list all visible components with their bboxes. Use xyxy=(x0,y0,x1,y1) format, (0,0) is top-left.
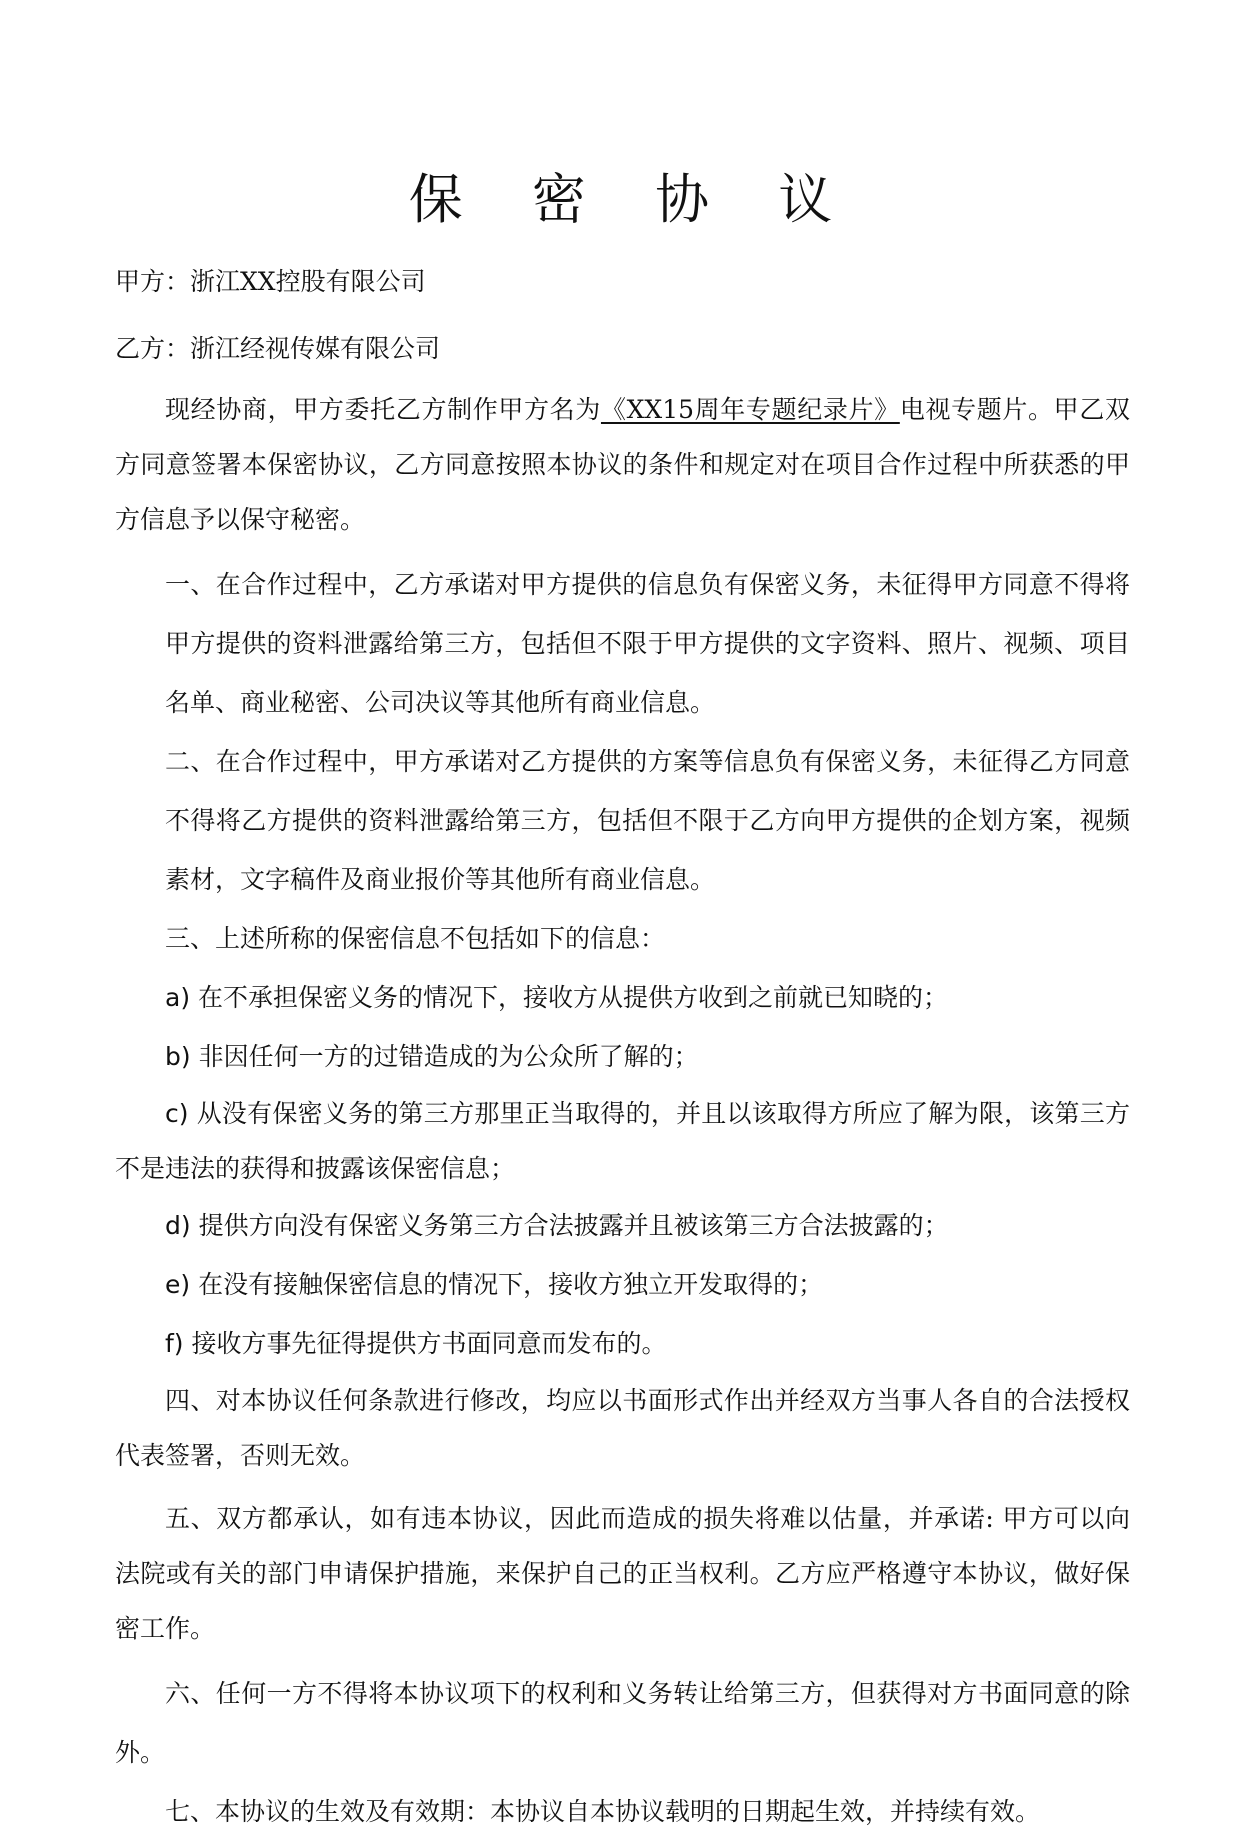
intro-after: 电视专题片。甲乙双方同意签署本保密协议，乙方同意按照本协议的条件和规定对在项目合作过程中所获悉的甲方信息予以保守秘密。 xyxy=(115,395,1130,534)
clause-7: 七、本协议的生效及有效期：本协议自本协议载明的日期起生效，并持续有效。 xyxy=(165,1797,1041,1826)
party-b-line: 乙方：浙江经视传媒有限公司 xyxy=(115,334,441,363)
list-marker: a) xyxy=(165,983,191,1012)
party-a-line: 甲方：浙江XX控股有限公司 xyxy=(115,267,426,296)
agreement-body xyxy=(115,382,1130,1841)
intro-before: 现经协商，甲方委托乙方制作甲方名为 xyxy=(165,395,601,424)
document-title: 保 密 协 议 xyxy=(408,168,859,231)
list-item-f xyxy=(115,1314,1130,1373)
clause-6: 六、任何一方不得将本协议项下的权利和义务转让给第三方，但获得对方书面同意的除外。 xyxy=(115,1679,1130,1767)
list-marker: c) xyxy=(165,1099,189,1128)
list-item-text: 从没有保密义务的第三方那里正当取得的，并且以该取得方所应了解为限，该第三方不是违法的获得和披露该保密信息； xyxy=(115,1099,1130,1183)
clause-1 xyxy=(115,555,1130,732)
list-item-text: 在没有接触保密信息的情况下，接收方独立开发取得的； xyxy=(198,1270,824,1299)
intro-paragraph xyxy=(115,382,1130,547)
list-item-b xyxy=(115,1027,1130,1086)
list-item-text: 接收方事先征得提供方书面同意而发布的。 xyxy=(191,1329,667,1358)
project-name: 《XX15周年专题纪录片》 xyxy=(600,395,900,424)
clause-2-text: 二、在合作过程中，甲方承诺对乙方提供的方案等信息负有保密义务，未征得乙方同意不得将乙方提供的资料泄露给第三方，包括但不限于乙方向甲方提供的企划方案，视频素材，文字稿件及商业报价等其他所有商业信息。 xyxy=(165,747,1130,894)
list-marker: b) xyxy=(165,1042,191,1071)
list-item-c xyxy=(115,1086,1130,1196)
list-marker: f) xyxy=(165,1329,184,1358)
list-item-text: 提供方向没有保密义务第三方合法披露并且被该第三方合法披露的； xyxy=(198,1211,949,1240)
list-item-e xyxy=(115,1255,1130,1314)
spacer xyxy=(115,1656,1130,1664)
list-marker: e) xyxy=(165,1270,191,1299)
clause-3: 三、上述所称的保密信息不包括如下的信息： xyxy=(165,924,666,953)
spacer xyxy=(115,1483,1130,1491)
list-item-text: 在不承担保密义务的情况下，接收方从提供方收到之前就已知晓的； xyxy=(198,983,949,1012)
list-item-text: 非因任何一方的过错造成的为公众所了解的； xyxy=(198,1042,699,1071)
clause-4: 四、对本协议任何条款进行修改，均应以书面形式作出并经双方当事人各自的合法授权代表签署，否则无效。 xyxy=(115,1386,1130,1470)
list-item-a xyxy=(115,968,1130,1027)
clause-1-text: 一、在合作过程中，乙方承诺对甲方提供的信息负有保密义务，未征得甲方同意不得将甲方提供的资料泄露给第三方，包括但不限于甲方提供的文字资料、照片、视频、项目名单、商业秘密、公司决议等其他所有商业信息。 xyxy=(165,570,1130,717)
spacer xyxy=(115,547,1130,555)
clause-5: 五、双方都承认，如有违本协议，因此而造成的损失将难以估量，并承诺: 甲方可以向法院或有关的部门申请保护措施，来保护自己的正当权利。乙方应严格遵守本协议，做好保密工作。 xyxy=(115,1504,1130,1643)
list-marker: d) xyxy=(165,1211,191,1240)
clause-2 xyxy=(115,732,1130,909)
list-item-d xyxy=(115,1196,1130,1255)
